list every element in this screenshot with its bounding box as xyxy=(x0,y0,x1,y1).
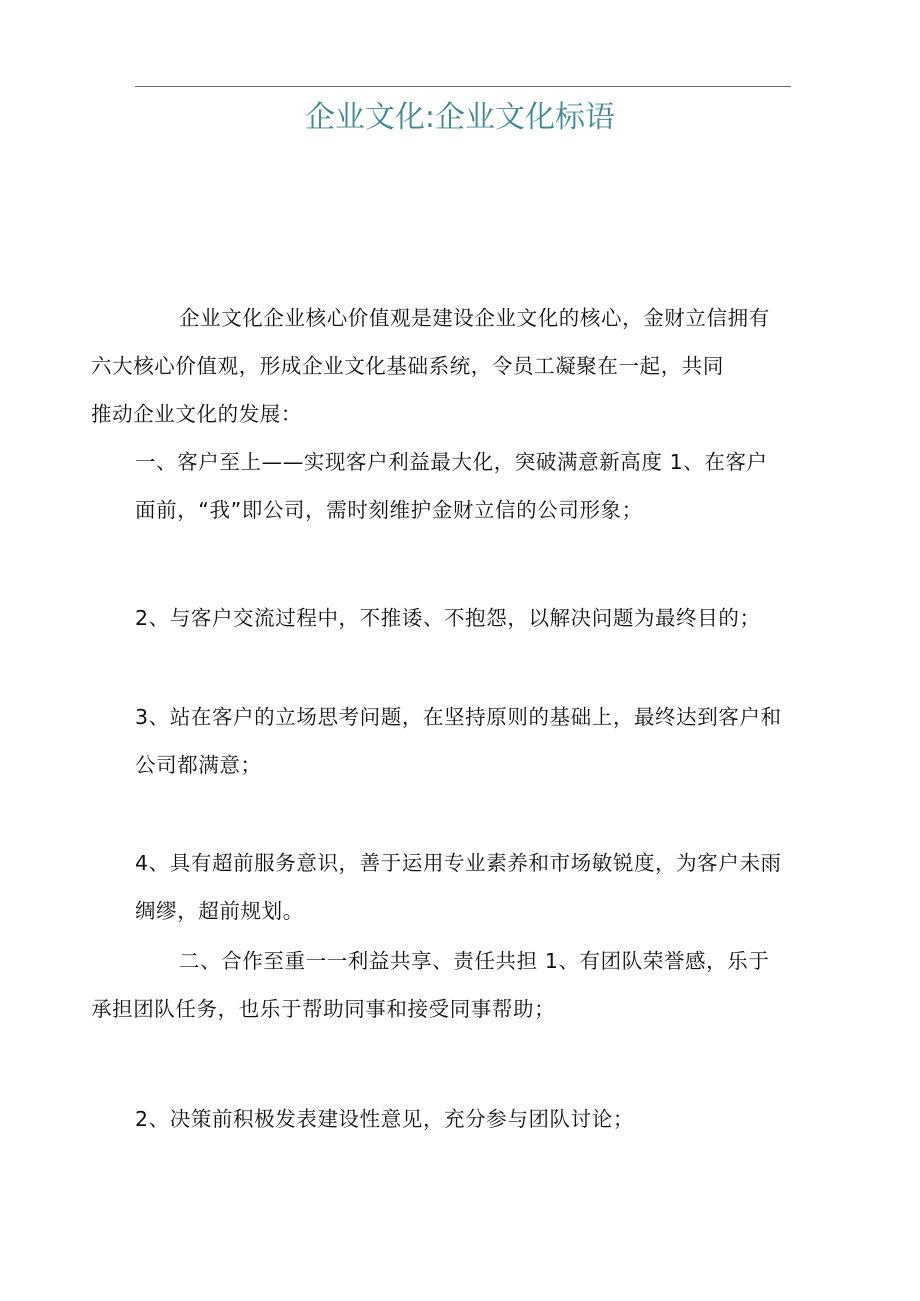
text-line: 企业文化企业核心价值观是建设企业文化的核心，金财立信拥有 xyxy=(179,306,770,330)
text-line: 六大核心价值观，形成企业文化基础系统，令员工凝聚在一起，共同 xyxy=(91,354,724,378)
paragraph-core-values xyxy=(91,294,795,438)
paragraph-cooperation-item-2 xyxy=(135,1095,795,1143)
paragraph-customer-first xyxy=(135,438,795,534)
paragraph-item-2 xyxy=(135,594,795,642)
paragraph-item-3 xyxy=(135,693,795,789)
header-rule xyxy=(135,86,791,87)
text-line: 3、站在客户的立场思考问题，在坚持原则的基础上，最终达到客户和 xyxy=(135,705,782,729)
text-line: 绸缪，超前规划。 xyxy=(135,899,304,923)
text-line: 4、具有超前服务意识，善于运用专业素养和市场敏锐度，为客户未雨 xyxy=(135,851,782,875)
text-line: 2、决策前积极发表建设性意见，充分参与团队讨论； xyxy=(135,1107,634,1131)
text-line: 承担团队任务，也乐于帮助同事和接受同事帮助； xyxy=(91,997,556,1021)
paragraph-item-4 xyxy=(135,839,795,935)
text-line: 二、合作至重一一利益共享、责任共担 1、有团队荣誉感，乐于 xyxy=(179,949,770,973)
text-line: 2、与客户交流过程中，不推诿、不抱怨，以解决问题为最终目的； xyxy=(135,606,761,630)
text-line: 一、客户至上——实现客户利益最大化，突破满意新高度 1、在客户 xyxy=(135,450,768,474)
document-title: 企业文化:企业文化标语 xyxy=(304,100,616,135)
text-line: 推动企业文化的发展： xyxy=(91,402,302,426)
text-line: 公司都满意； xyxy=(135,753,262,777)
paragraph-cooperation xyxy=(91,937,795,1033)
text-line: 面前，“我”即公司，需时刻维护金财立信的公司形象； xyxy=(135,498,643,522)
